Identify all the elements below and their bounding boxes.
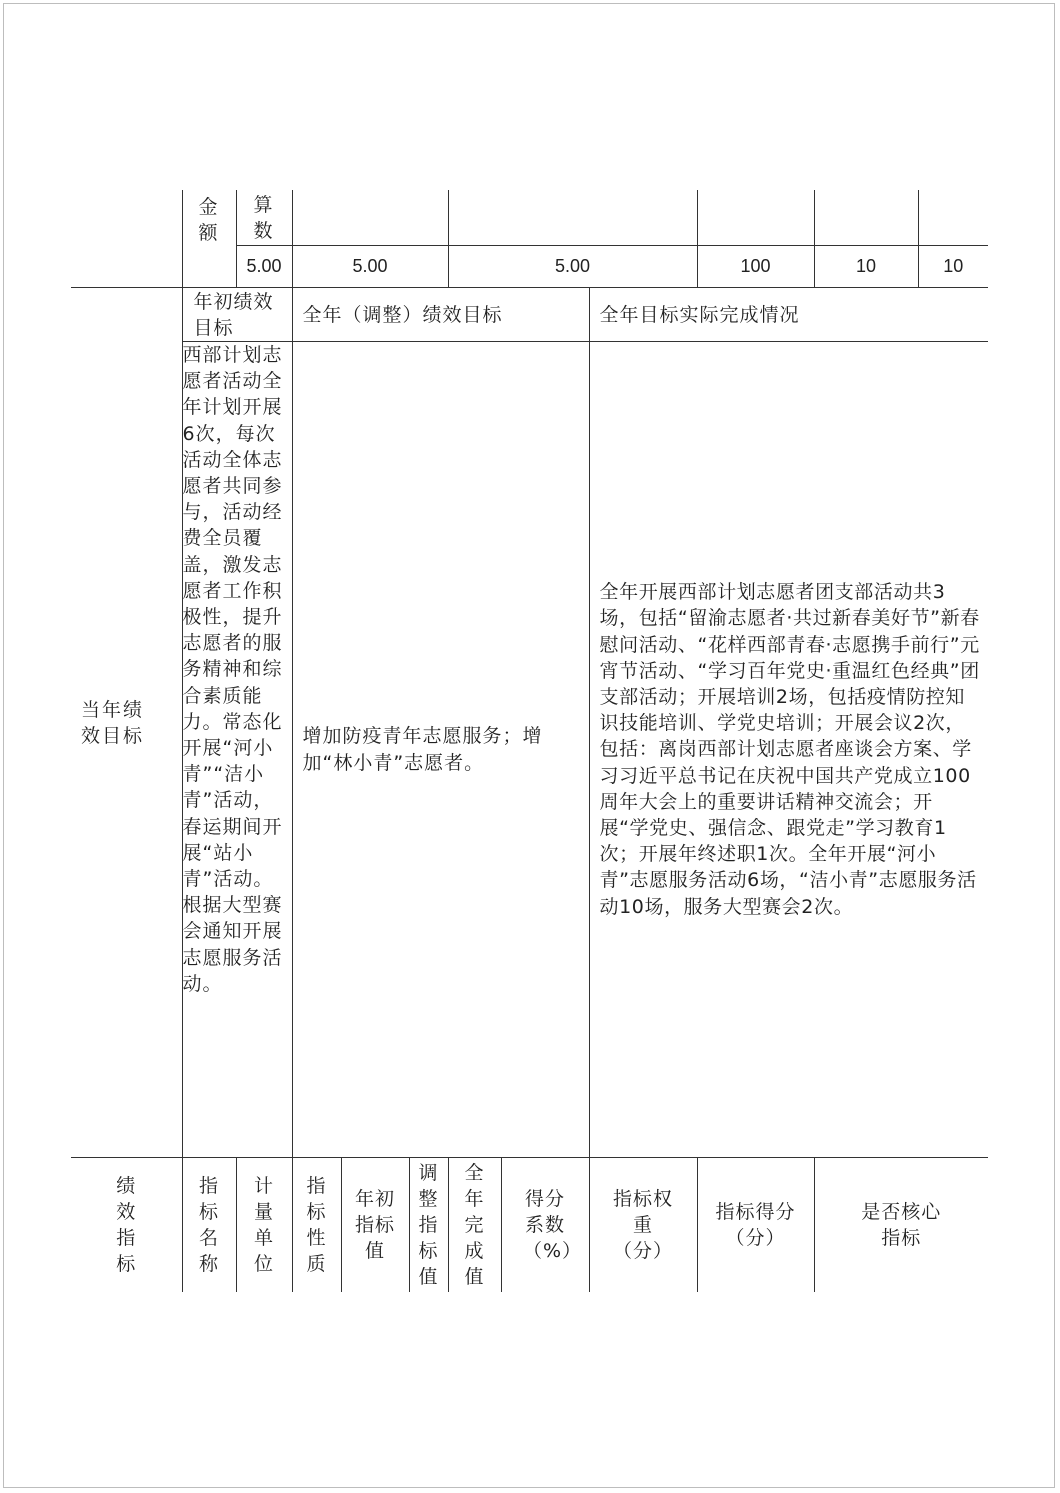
goals-adjusted-text: 增加防疫青年志愿服务；增加“林小青”志愿者。 xyxy=(302,724,543,774)
amount-cell-2 xyxy=(448,190,697,246)
indicators-section-text: 绩效指标 xyxy=(116,1174,137,1275)
goals-col-adjusted xyxy=(292,288,589,342)
header-score-coefficient: 得分系数（%） xyxy=(523,1187,583,1262)
amount-section-blank xyxy=(71,190,182,288)
header-core-indicator: 是否核心指标 xyxy=(861,1200,942,1249)
performance-table xyxy=(71,190,988,1292)
goals-col-actual xyxy=(589,288,988,342)
goals-actual-text: 全年开展西部计划志愿者团支部活动共3场，包括“留渝志愿者·共过新春美好节”新春慰问活动、“花样西部青春·志愿携手前行”元宵节活动、“学习百年党史·重温红色经典”团支部活动；开展培训2场，包括疫情防控知识技能培训、学党史培训；开展会议2次，包括：离岗西部计划志愿者座谈会方案、学习习近平总书记在庆祝中国共产党成立100周年大会上的重要讲话精神交流会；开展“学党史、强信念、跟党走”学习教育1次；开展年终述职1次。全年开展“河小青”志愿服务活动6场，“洁小青”志愿服务活动10场，服务大型赛会2次。 xyxy=(599,581,980,918)
indicators-section-label xyxy=(71,1158,182,1292)
goals-col-adjusted-text: 全年（调整）绩效目标 xyxy=(302,303,503,326)
amount-value-5: 10 xyxy=(815,246,919,287)
header-unit: 计量单位 xyxy=(253,1174,274,1275)
header-completed-value: 全年完成值 xyxy=(464,1161,485,1288)
header-initial-value: 年初指标值 xyxy=(354,1187,395,1262)
goals-col-actual-text: 全年目标实际完成情况 xyxy=(599,303,800,326)
goals-adjusted-content xyxy=(292,342,589,1158)
amount-cell-1 xyxy=(292,190,448,246)
amount-values-right xyxy=(814,246,988,288)
goals-initial-content xyxy=(182,342,292,1158)
goals-col-initial xyxy=(182,288,292,342)
header-adjusted-value: 调整指标值 xyxy=(418,1161,439,1288)
amount-value-1: 5.00 xyxy=(236,246,292,288)
header-nature: 指标性质 xyxy=(306,1174,327,1275)
calc-label: 算数 xyxy=(253,194,275,242)
amount-cell-4 xyxy=(814,190,988,246)
header-score: 指标得分（分） xyxy=(715,1200,796,1249)
header-indicator-name: 指标名称 xyxy=(198,1174,219,1275)
amount-cell-3 xyxy=(697,190,814,246)
amount-value-6: 10 xyxy=(943,256,964,276)
amount-value-2: 5.00 xyxy=(292,246,448,288)
goals-col-initial-text: 年初绩效目标 xyxy=(193,290,274,339)
goals-actual-content xyxy=(589,342,988,1158)
goals-initial-text: 西部计划志愿者活动全年计划开展6次，每次活动全体志愿者共同参与，活动经费全员覆盖，激发志愿者工作积极性，提升志愿者的服务精神和综合素质能力。常态化开展“河小青”“洁小青”活动，春运期间开展“站小青”活动。根据大型赛会通知开展志愿服务活动。 xyxy=(182,344,283,995)
amount-label: 金额 xyxy=(198,196,220,244)
amount-value-3: 5.00 xyxy=(448,246,697,288)
header-weight: 指标权重（分） xyxy=(612,1187,673,1262)
amount-value-4: 100 xyxy=(697,246,814,288)
goals-section-label xyxy=(71,288,182,1158)
goals-section-text: 当年绩效目标 xyxy=(81,698,145,747)
